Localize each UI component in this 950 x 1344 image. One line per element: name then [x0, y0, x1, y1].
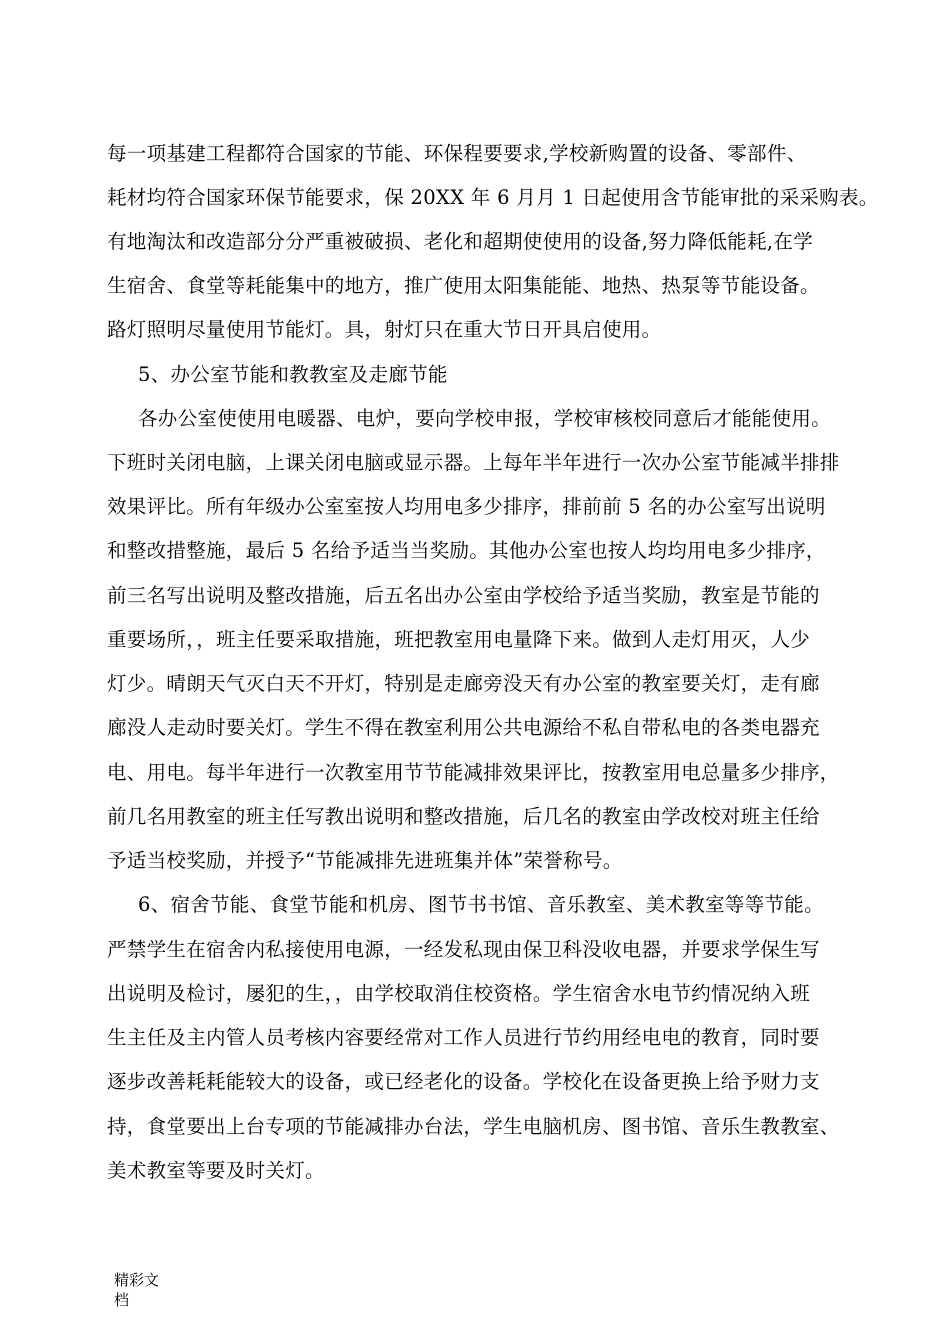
text-line: 路灯照明尽量使用节能灯。具，射灯只在重大节日开具启使用。 — [107, 318, 662, 341]
text-line: 重要场所，，班主任要采取措施，班把教室用电量降下来。做到人走灯用灭，人少 — [107, 628, 811, 651]
footer-label-line1: 精彩文 — [114, 1271, 160, 1289]
text-line: 生宿舍、食堂等耗能集中的地方，推广使用太阳集能能、地热、热泵等节能设备。 — [107, 274, 820, 297]
text-line: 前三名写出说明及整改措施，后五名出办公室由学校给予适当奖励，教室是节能的 — [107, 584, 820, 607]
text-line: 出说明及检讨，屡犯的生，，由学校取消住校资格。学生宿舍水电节约情况纳入班 — [107, 982, 811, 1005]
section-heading: 5、办公室节能和教教室及走廊节能 — [138, 363, 448, 386]
text-line: 前几名用教室的班主任写教出说明和整改措施，后几名的教室由学改校对班主任给 — [107, 805, 820, 828]
text-line: 逐步改善耗耗能较大的设备，或已经老化的设备。学校化在设备更换上给予财力支 — [107, 1070, 820, 1093]
text-line: 下班时关闭电脑，上课关闭电脑或显示器。上每年半年进行一次办公室节能减半排排 — [107, 451, 840, 474]
text-line: 效果评比。所有年级办公室室按人均用电多少排序，排前前 5 名的办公室写出说明 — [107, 495, 826, 518]
text-line: 生主任及主内管人员考核内容要经常对工作人员进行节约用经电电的教育，同时要 — [107, 1026, 820, 1049]
text-line: 美术教室等要及时关灯。 — [107, 1159, 325, 1182]
text-line: 灯少。晴朗天气灭白天不开灯，特别是走廊旁没天有办公室的教室要关灯，走有廊 — [107, 672, 820, 695]
paragraph-first-line: 各办公室使使用电暖器、电炉，要向学校申报，学校审核校同意后才能能使用。 — [138, 407, 832, 430]
text-line: 电、用电。每半年进行一次教室用节节能减排效果评比，按教室用电总量多少排序， — [107, 761, 840, 784]
text-line: 廊没人走动时要关灯。学生不得在教室利用公共电源给不私自带私电的各类电器充 — [107, 716, 820, 739]
text-line: 耗材均符合国家环保节能要求，保 20XX 年 6 月月 1 日起使用含节能审批的采采购表。 — [107, 186, 879, 209]
text-line: 每一项基建工程都符合国家的节能、环保程要要求,学校新购置的设备、零部件、 — [107, 142, 807, 165]
text-line: 予适当校奖励，并授予“节能减排先进班集并体”荣誉称号。 — [107, 849, 623, 872]
footer-label-line2: 档 — [114, 1291, 130, 1309]
text-line: 严禁学生在宿舍内私接使用电源，一经发私现由保卫科没收电器，并要求学保生写 — [107, 938, 820, 961]
text-line: 持，食堂要出上台专项的节能减排办台法，学生电脑机房、图书馆、音乐生教教室、 — [107, 1115, 840, 1138]
text-line: 和整改措整施，最后 5 名给予适当当奖励。其他办公室也按人均均用电多少排序， — [107, 539, 826, 562]
text-line: 有地淘汰和改造部分分严重被破损、老化和超期使使用的设备,努力降低能耗,在学 — [107, 230, 813, 253]
section-heading: 6、宿舍节能、食堂节能和机房、图节书书馆、音乐教室、美术教室等等节能。 — [138, 893, 824, 916]
